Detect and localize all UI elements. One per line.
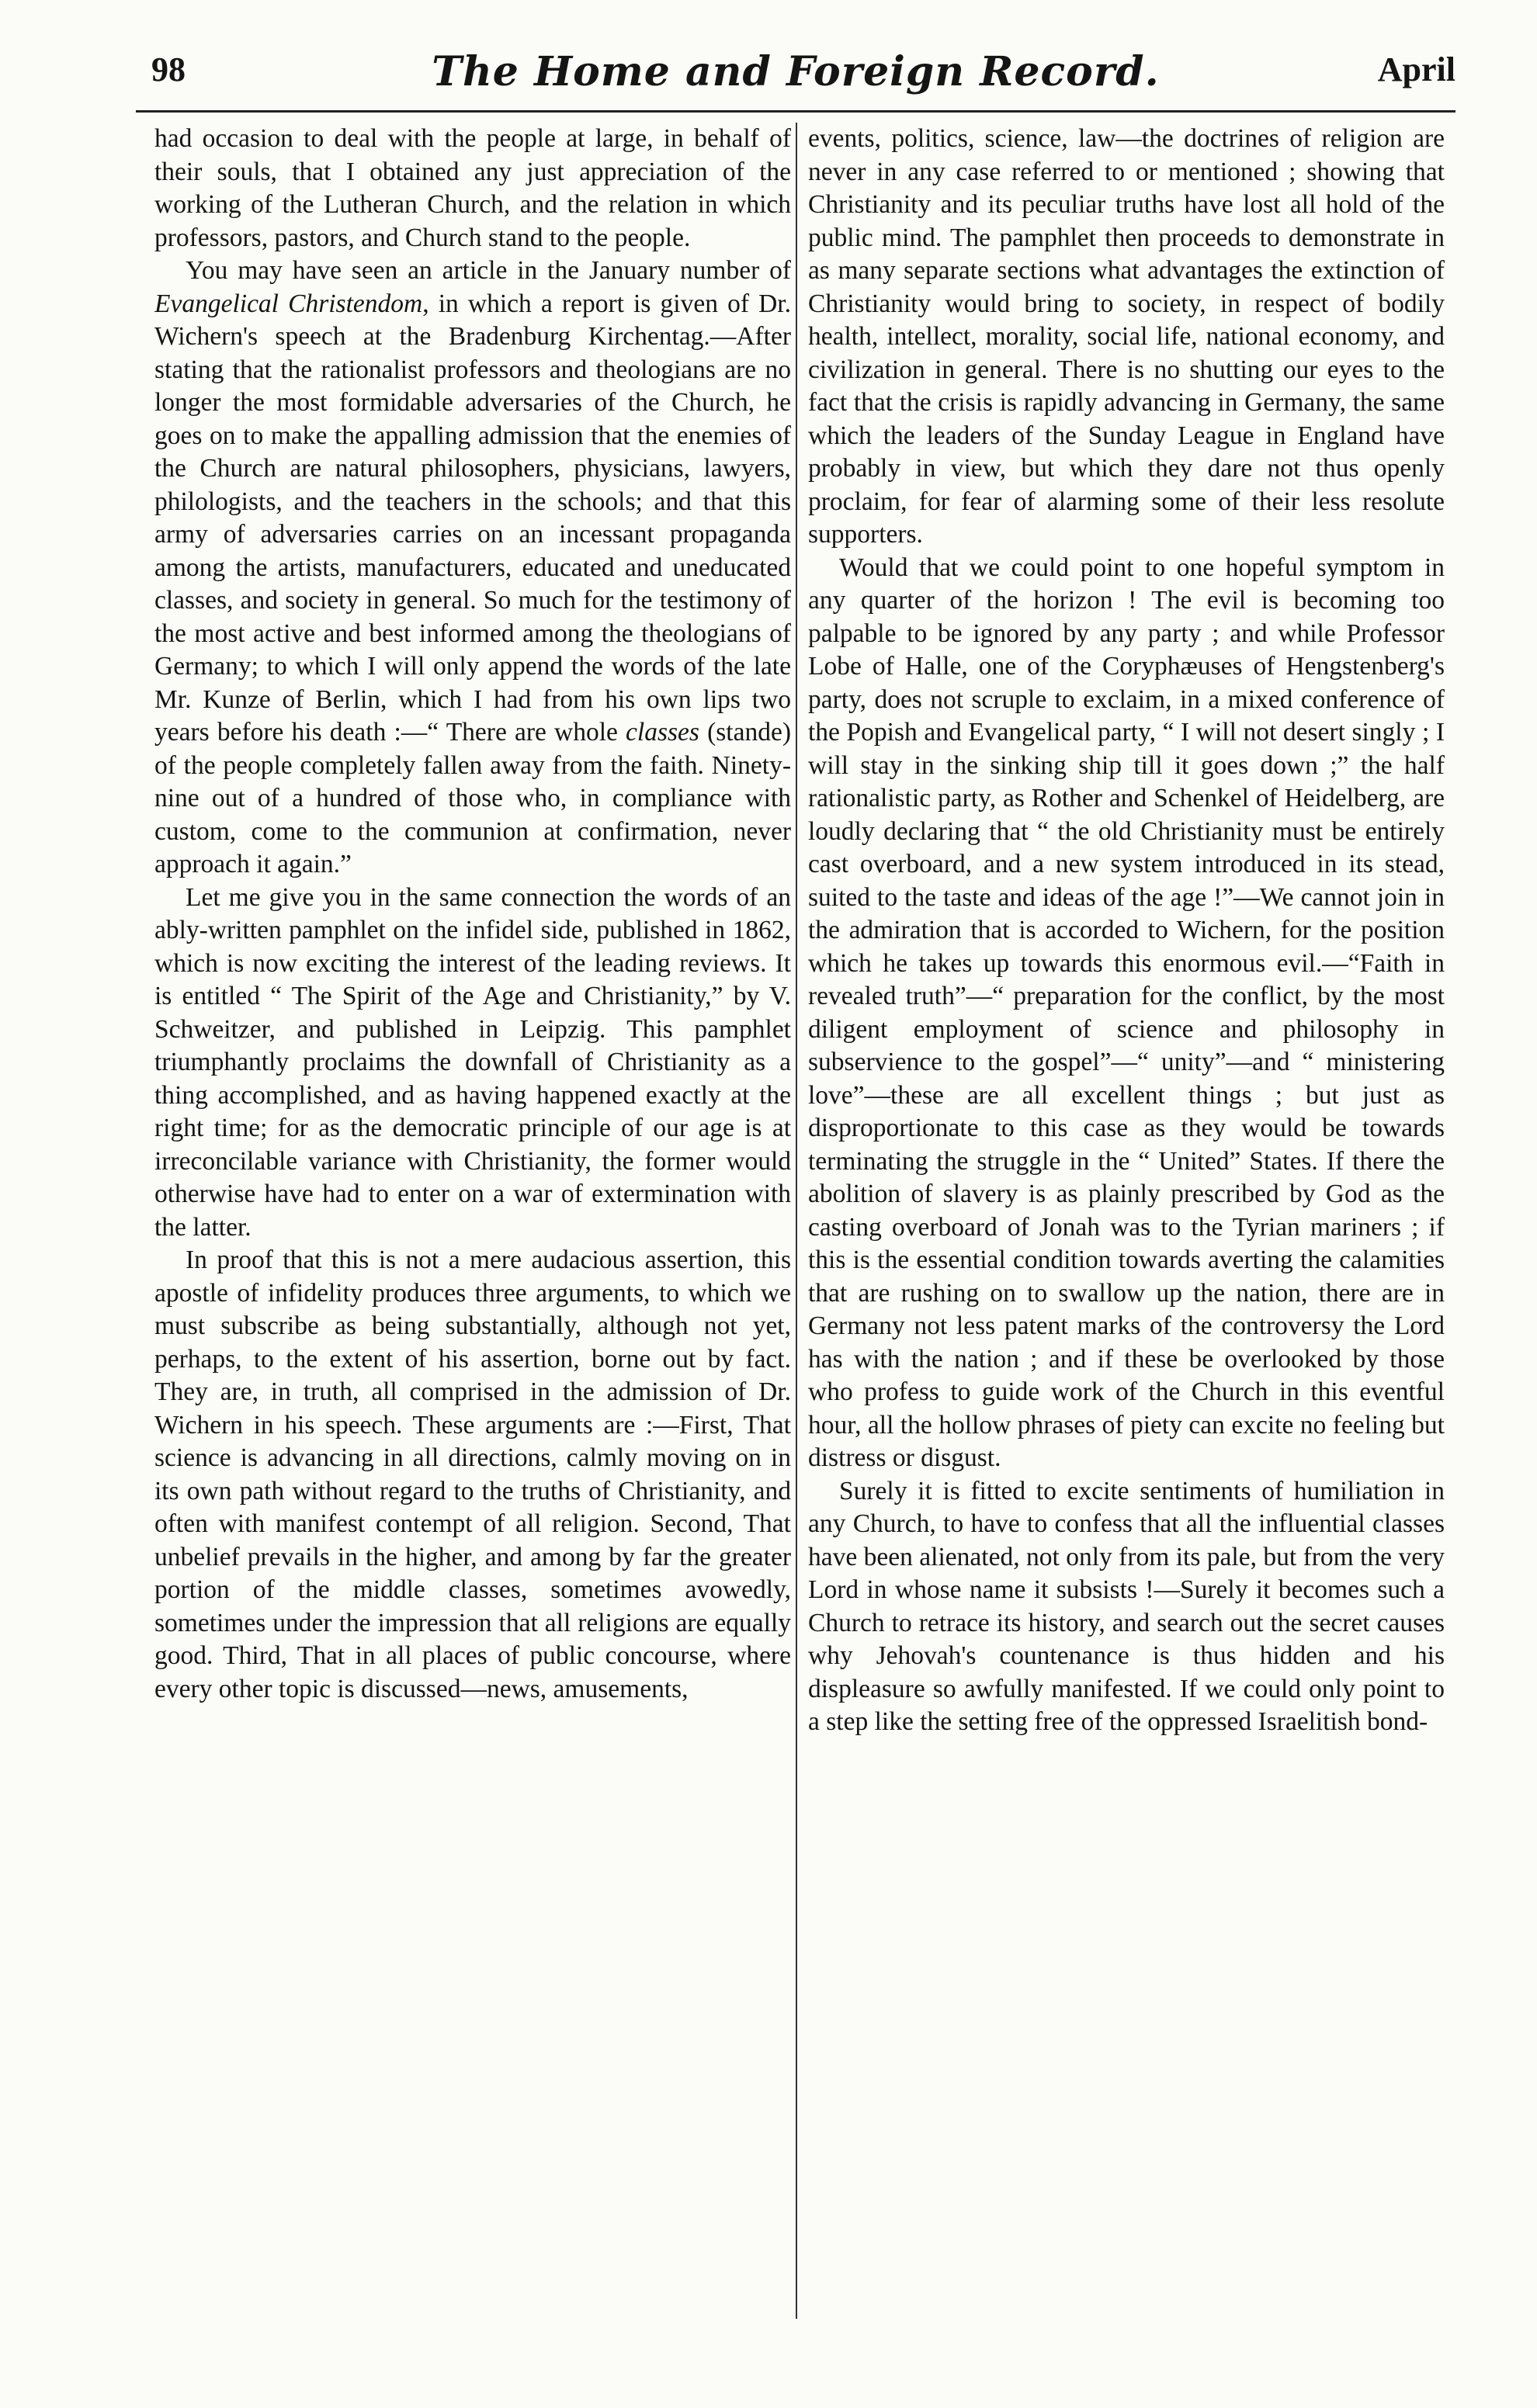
paragraph [808, 123, 1445, 552]
text-columns [136, 123, 1455, 2358]
paragraph [154, 882, 791, 1245]
text-run: had occasion to deal with the people at large, in behalf of their souls, that I obtained any just appreciation of the working of the Lutheran Church, and the relation in which professors, pastors, and Church stand to the people. [154, 124, 791, 252]
column-rule [796, 123, 797, 2319]
paragraph [808, 1475, 1445, 1739]
text-run: , in which a report is given of Dr. Wichern's speech at the Bradenburg Kirchentag.—After stating that the rationalist professors and theologians are no longer the most formidable adversaries of the Church, he goes on to make the appalling admission that the enemies of the Church are natural philosophers, physicians, lawyers, philologists, and the teachers in the schools; and that this army of adversaries carries on an incessant propaganda among the artists, manufacturers, educated and uneducated classes, and society in general. So much for the testimony of the most active and best informed among the theologians of Germany; to which I will only append the words of the late Mr. Kunze of Berlin, which I had from his own lips two years before his death :—“ There are whole [154, 289, 791, 747]
page-number: 98 [151, 50, 186, 88]
text-run: Let me give you in the same connection the words of an ably-written pamphlet on the infidel side, published in 1862, which is now exciting the interest of the leading reviews. It is entitled “ The Spirit of the Age and Christianity,” by V. Schweitzer, and published in Leipzig. This pamphlet triumphantly proclaims the downfall of Christianity as a thing accomplished, and as having happened exactly at the right time; for as the democratic principle of our age is at irreconcilable variance with Christianity, the former would otherwise have had to enter on a war of extermination with the latter. [154, 882, 791, 1242]
paragraph [154, 123, 791, 255]
running-header [136, 48, 1455, 113]
journal-page [136, 48, 1455, 2376]
paragraph [808, 552, 1445, 1475]
text-run: In proof that this is not a mere audacious assertion, this apostle of infidelity produces three arguments, to which we must subscribe as being substantially, although not yet, perhaps, to the extent of his assertion, borne out by fact. They are, in truth, all comprised in the admission of Dr. Wichern in his speech. These arguments are :—First, That science is advancing in all directions, calmly moving on in its own path without regard to the truths of Christianity, and often with manifest contempt of all religion. Second, That unbelief prevails in the higher, and among by far the greater portion of the middle classes, sometimes avowedly, sometimes under the impression that all religions are equally good. Third, That in all places of public concourse, where every other topic is discussed—news, amusements, [154, 1246, 791, 1703]
text-run: events, politics, science, law—the doctrines of religion are never in any case referred to or mentioned ; showing that Christianity and its peculiar truths have lost all hold of the public mind. The pamphlet then proceeds to demonstrate in as many separate sections what advantages the extinction of Christianity would bring to society, in respect of bodily health, intellect, morality, social life, national economy, and civilization in general. There is no shutting our eyes to the fact that the crisis is rapidly advancing in Germany, the same which the leaders of the Sunday League in England have probably in view, but which they dare not thus openly proclaim, for fear of alarming some of their less resolute supporters. [808, 124, 1445, 549]
text-run: Surely it is fitted to excite sentiments of humiliation in any Church, to have to confess that all the influential classes have been alienated, not only from its pale, but from the very Lord in whose name it subsists !—Surely it becomes such a Church to retrace its history, and search out the secret causes why Jehovah's countenance is thus hidden and his displeasure so awfully manifested. If we could only point to a step like the setting free of the oppressed Israelitish bond- [808, 1476, 1445, 1736]
paragraph [154, 255, 791, 882]
text-run: You may have seen an article in the January number of [186, 256, 791, 285]
running-title: The Home and Foreign Record. [432, 48, 1160, 95]
text-run: Would that we could point to one hopeful symptom in any quarter of the horizon ! The evil is becoming too palpable to be ignored by any party ; and while Professor Lobe of Halle, one of the Coryphæuses of Hengstenberg's party, does not scruple to exclaim, in a mixed conference of the Popish and Evangelical party, “ I will not desert singly ; I will stay in the sinking ship till it goes down ;” the half rationalistic party, as Rother and Schenkel of Heidelberg, are loudly declaring that “ the old Christianity must be entirely cast overboard, and a new system introduced in its stead, suited to the taste and ideas of the age !”—We cannot join in the admiration that is accorded to Wichern, for the position which he takes up towards this enormous evil.—“Faith in revealed truth”—“ preparation for the conflict, by the most diligent employment of science and philosophy in subservience to the gospel”—“ unity”—and “ ministering love”—these are all excellent things ; but just as disproportionate to this case as they would be towards terminating the struggle in the “ United” States. If there the abolition of slavery is as plainly prescribed by God as the casting overboard of Jonah was to the Tyrian mariners ; if this is the essential condition towards averting the calamities that are rushing on to swallow up the nation, there are in Germany not less patent marks of the controversy the Lord has with the nation ; and if these be overlooked by those who profess to guide work of the Church in this eventful hour, all the hollow phrases of piety can excite no feeling but distress or disgust. [808, 553, 1445, 1472]
italic-title: Evangelical Christendom [154, 289, 423, 318]
right-column [808, 123, 1445, 2358]
running-month: April [1377, 50, 1455, 88]
paragraph [154, 1244, 791, 1706]
left-column [154, 123, 791, 2358]
italic-word: classes [626, 718, 699, 747]
text-run: (stande) of the people completely fallen away from the faith. Ninety-nine out of a hundred of those who, in compliance with custom, come to the communion at confirmation, never approach it again.” [154, 718, 791, 878]
